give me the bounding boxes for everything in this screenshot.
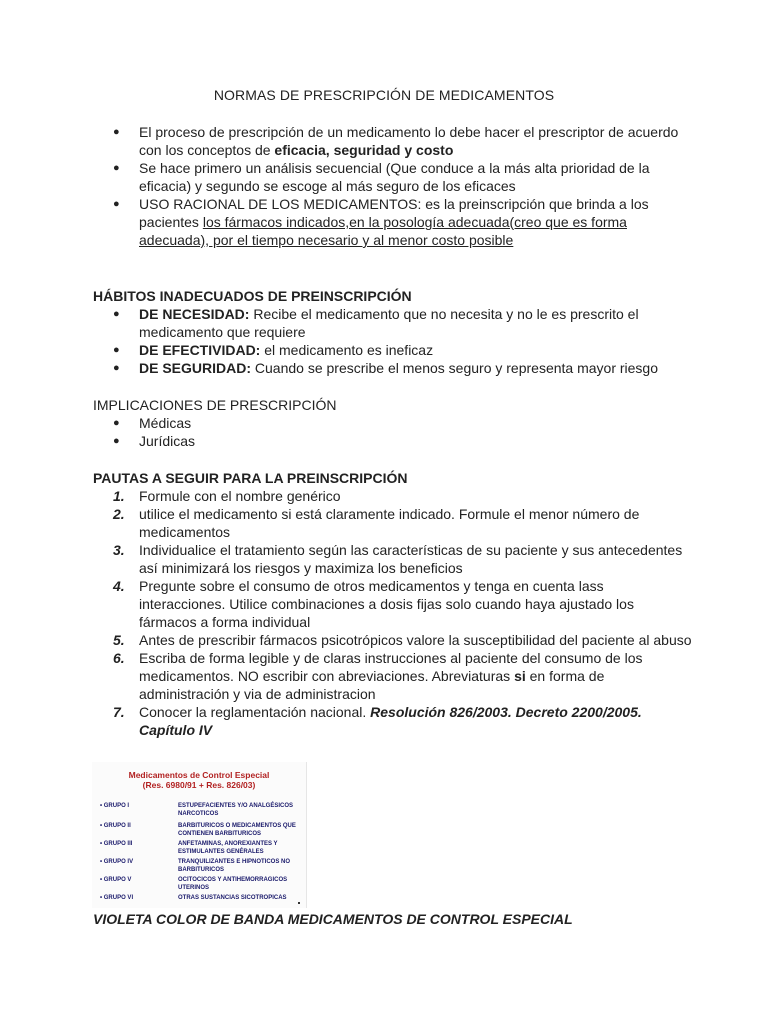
- list-item: [93, 414, 693, 432]
- item-text: Recibe el medicamento que no necesita y no le es prescrito el medicamento que requiere: [139, 306, 639, 340]
- intro-underlined-3: los fármacos indicados,en la posología adecuada(creo que es forma adecuada), por el tiempo necesario y al menor costo posible: [139, 214, 627, 248]
- figure-group: • GRUPO VI: [100, 895, 134, 901]
- item-text: Antes de prescribir fármacos psicotrópicos valore la susceptibilidad del paciente al abuso: [139, 632, 692, 648]
- list-item: [93, 541, 693, 577]
- item-number: 7.: [113, 704, 125, 720]
- implicaciones-list: [93, 414, 693, 450]
- intro-text-1: El proceso de prescripción de un medicamento lo debe hacer el prescriptor de acuerdo con los conceptos de: [139, 124, 679, 158]
- item-label: DE SEGURIDAD:: [139, 360, 252, 376]
- bullet-icon: ●: [113, 417, 120, 429]
- list-item: [93, 505, 693, 541]
- figure-desc: TRANQUILIZANTES E HIPNOTICOS NO BARBITURICOS: [178, 859, 291, 873]
- figure-desc: OTRAS SUSTANCIAS SICOTROPICAS: [178, 895, 287, 901]
- list-item: [93, 359, 693, 377]
- bullet-icon: ●: [113, 344, 120, 356]
- intro-section: [93, 123, 693, 249]
- intro-bold-1: eficacia, seguridad y costo: [274, 142, 454, 158]
- figure-group: • GRUPO IV: [100, 859, 134, 865]
- list-item: [93, 649, 693, 703]
- figure-mark: [298, 902, 300, 904]
- item-text: Médicas: [139, 415, 192, 431]
- list-item: [93, 577, 693, 631]
- bullet-icon: ●: [113, 126, 120, 138]
- item-number: 3.: [113, 542, 125, 558]
- item-text: Jurídicas: [139, 433, 196, 449]
- item-number: 6.: [113, 650, 125, 666]
- intro-text-3: USO RACIONAL DE LOS MEDICAMENTOS: es la preinscripción que brinda a los pacientes: [139, 196, 649, 230]
- list-item: [93, 123, 693, 159]
- figure-group: • GRUPO II: [100, 823, 131, 829]
- figure-group: • GRUPO V: [100, 877, 132, 883]
- item-number: 5.: [113, 632, 125, 648]
- list-item: [93, 631, 693, 649]
- item-text: Pregunte sobre el consumo de otros medicamentos y tenga en cuenta lass interacciones. Utilice combinaciones a dosis fijas solo cuando haya ajustado los fármacos a forma individual: [139, 578, 634, 630]
- section-heading: IMPLICACIONES DE PRESCRIPCIÓN: [93, 397, 337, 413]
- item-text: utilice el medicamento si está claramente indicado. Formule el menor número de medicamentos: [139, 506, 640, 540]
- document-title: NORMAS DE PRESCRIPCIÓN DE MEDICAMENTOS: [213, 87, 555, 103]
- bullet-icon: ●: [113, 435, 120, 447]
- item-number: 2.: [113, 506, 125, 522]
- control-especial-figure: [92, 762, 307, 908]
- figure-title-line-2: (Res. 6980/91 + Res. 826/03): [142, 780, 256, 790]
- section-heading: PAUTAS A SEGUIR PARA LA PREINSCRIPCIÓN: [93, 470, 408, 486]
- bullet-icon: ●: [113, 198, 120, 210]
- item-text: Formule con el nombre genérico: [139, 488, 341, 504]
- bullet-icon: ●: [113, 308, 120, 320]
- figure-group: • GRUPO I: [100, 803, 130, 809]
- item-text: Individualice el tratamiento según las características de su paciente y sus antecedentes así minimizará los riesgos y maximiza los beneficios: [139, 542, 683, 576]
- figure-title: [92, 770, 306, 790]
- habitos-list: [93, 305, 693, 377]
- bullet-icon: ●: [113, 362, 120, 374]
- figure-desc: BARBITURICOS O MEDICAMENTOS QUE CONTIENEN BARBITURICOS: [178, 823, 296, 837]
- list-item: [93, 432, 693, 450]
- pautas-section: [93, 469, 693, 739]
- intro-text-2: Se hace primero un análisis secuencial (Que conduce a la más alta prioridad de la eficacia) y segundo se escoge al más seguro de los eficaces: [139, 160, 650, 194]
- bullet-icon: ●: [113, 162, 120, 174]
- list-item: [93, 341, 693, 359]
- figure-desc: OCITOCICOS Y ANTIHEMORRAGICOS UTERINOS: [178, 877, 288, 891]
- figure-desc: ANFETAMINAS, ANOREXIANTES Y ESTIMULANTES GENÉRALES: [178, 841, 278, 855]
- item-number: 1.: [113, 488, 125, 504]
- list-item: [93, 159, 693, 195]
- item-text: el medicamento es ineficaz: [260, 342, 434, 358]
- habitos-section: [93, 287, 693, 377]
- list-item: [93, 195, 693, 249]
- intro-list: [93, 123, 693, 249]
- list-item: [93, 487, 693, 505]
- figure-desc: ESTUPEFACIENTES Y/O ANALGÉSICOS NARCOTICOS: [178, 803, 294, 817]
- item-text: Cuando se prescribe el menos seguro y representa mayor riesgo: [251, 360, 658, 376]
- figure-group: • GRUPO III: [100, 841, 133, 847]
- item-text: Escriba de forma legible y de claras instrucciones al paciente del consumo de los medicamentos. NO escribir con abreviaciones. Abreviaturas: [139, 650, 643, 684]
- section-heading: HÁBITOS INADECUADOS DE PREINSCRIPCIÓN: [93, 288, 412, 304]
- item-bold: si: [514, 668, 526, 684]
- list-item: [93, 305, 693, 341]
- item-number: 4.: [113, 578, 125, 594]
- figure-title-line-1: Medicamentos de Control Especial: [128, 770, 270, 780]
- implicaciones-section: [93, 396, 693, 450]
- item-text: en forma de administración y via de administracion: [139, 668, 605, 702]
- pautas-list: [93, 487, 693, 739]
- item-label: DE NECESIDAD:: [139, 306, 250, 322]
- figure-caption: VIOLETA COLOR DE BANDA MEDICAMENTOS DE CONTROL ESPECIAL: [93, 911, 573, 927]
- list-item: [93, 703, 693, 739]
- item-bold-italic: Resolución 826/2003. Decreto 2200/2005. Capítulo IV: [139, 704, 642, 738]
- item-label: DE EFECTIVIDAD:: [139, 342, 261, 358]
- item-text: Conocer la reglamentación nacional.: [139, 704, 371, 720]
